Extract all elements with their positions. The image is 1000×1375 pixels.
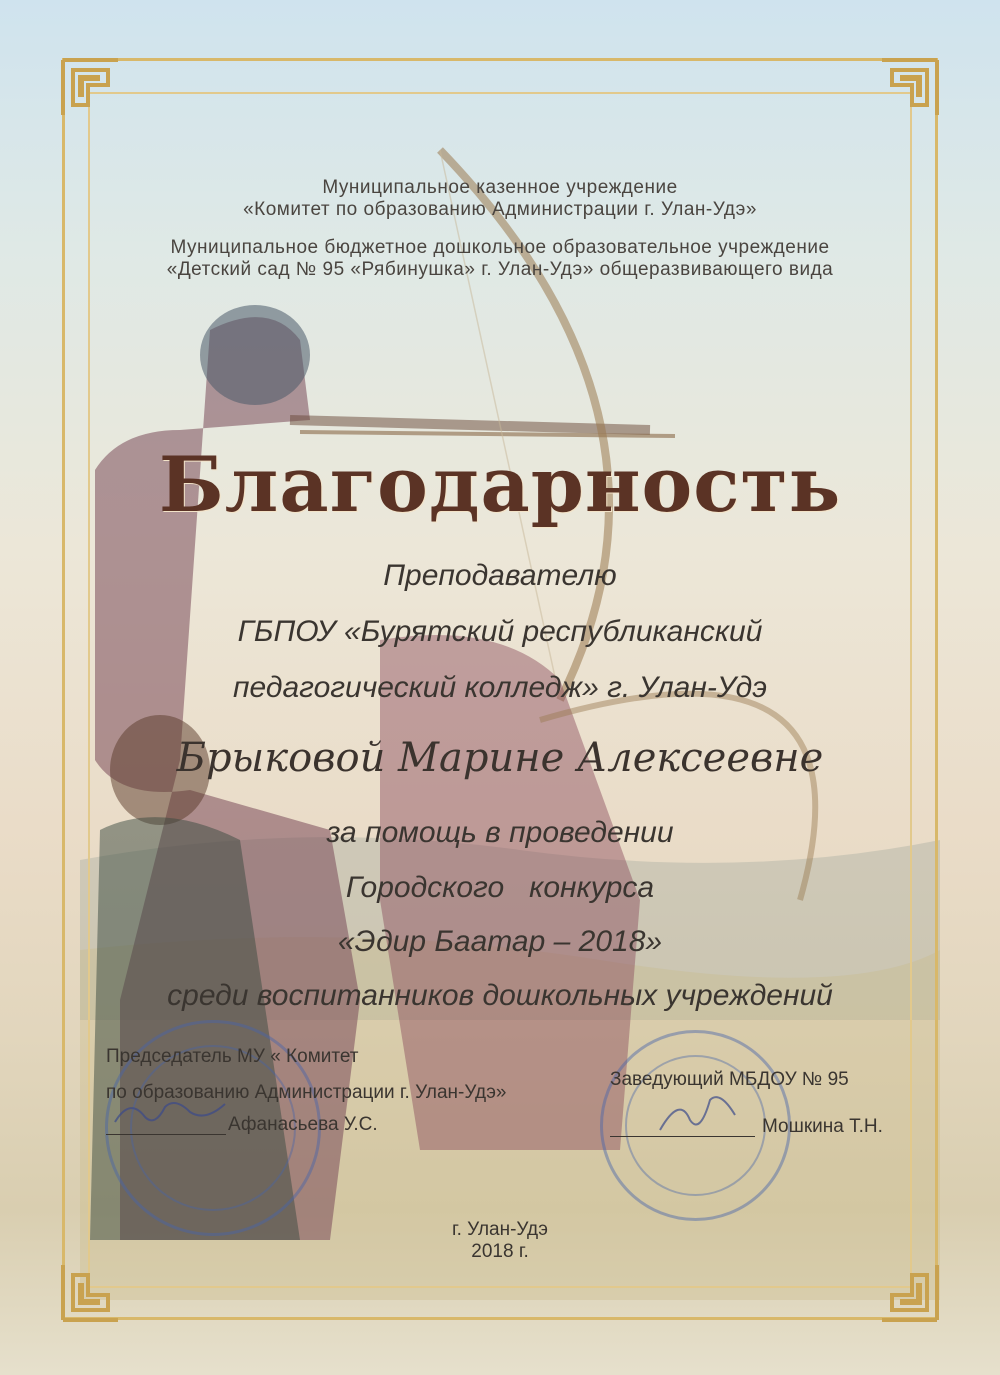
corner-ornament-icon <box>58 55 128 125</box>
recipient-org-line-1: ГБПОУ «Бурятский республиканский <box>237 615 763 648</box>
header-line-4: «Детский сад № 95 «Рябинушка» г. Улан-Удэ» общеразвивающего вида <box>166 259 834 280</box>
header-line-2: «Комитет по образованию Администрации г. Улан-Удэ» <box>243 199 757 220</box>
reason-line-2: Городского конкурса <box>345 871 655 904</box>
reason-line-1: за помощь в проведении <box>326 816 674 849</box>
left-signer-title-2: по образованию Администрации г. Улан-Удэ» <box>106 1082 507 1103</box>
right-signer-name: Мошкина Т.Н. <box>762 1116 883 1137</box>
left-signer-name: Афанасьева У.С. <box>228 1114 378 1135</box>
reason-line-4: среди воспитанников дошкольных учреждений <box>167 979 833 1012</box>
footer-year: 2018 г. <box>471 1241 529 1262</box>
footer-city: г. Улан-Удэ <box>451 1219 549 1240</box>
right-signature-icon <box>650 1090 740 1140</box>
recipient-name: Брыковой Марине Алексеевне <box>176 735 824 781</box>
recipient-position: Преподавателю <box>383 559 617 592</box>
contest-name: «Эдир Баатар – 2018» <box>337 925 663 958</box>
header-line-1: Муниципальное казенное учреждение <box>322 177 678 198</box>
right-signer-title: Заведующий МБДОУ № 95 <box>610 1069 849 1090</box>
corner-ornament-icon <box>58 1255 128 1325</box>
certificate-title: Благодарность <box>158 440 842 529</box>
header-line-3: Муниципальное бюджетное дошкольное образовательное учреждение <box>170 237 830 258</box>
recipient-org-line-2: педагогический колледж» г. Улан-Удэ <box>233 671 767 704</box>
left-signer-title-1: Председатель МУ « Комитет <box>106 1046 359 1067</box>
corner-ornament-icon <box>872 1255 942 1325</box>
left-signature-icon <box>110 1092 230 1132</box>
corner-ornament-icon <box>872 55 942 125</box>
